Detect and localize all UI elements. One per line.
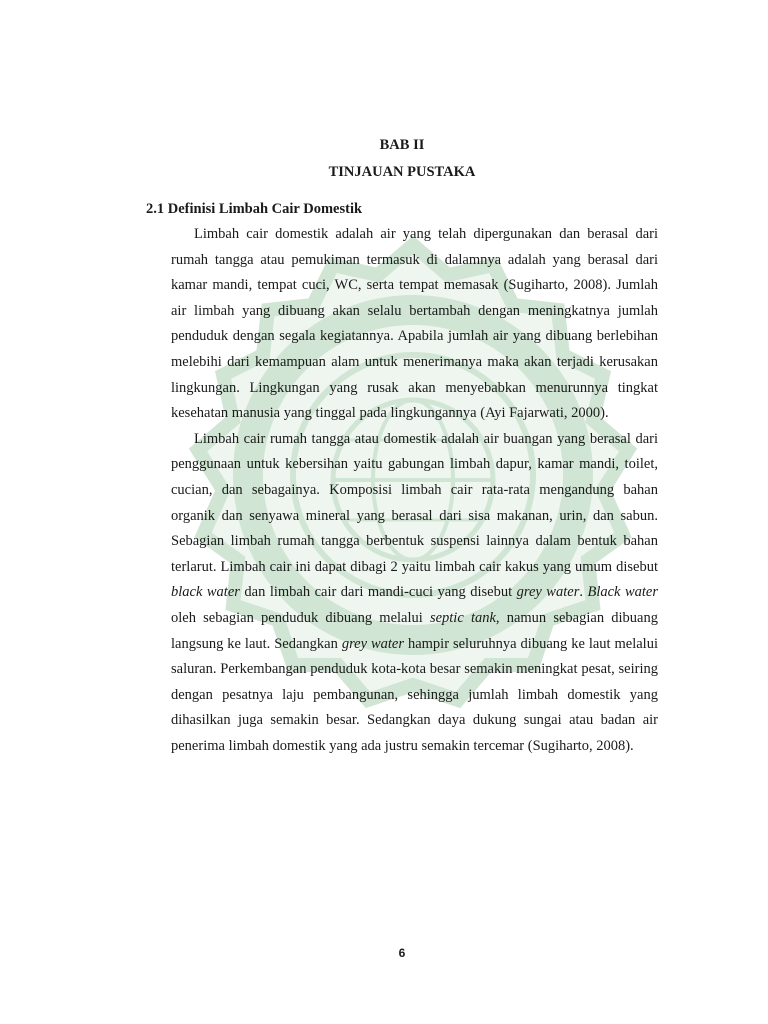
text-run: dan limbah cair dari mandi-cuci yang disebut — [239, 584, 517, 601]
text-run: oleh sebagian penduduk dibuang melalui — [171, 609, 430, 626]
italic-term: Black water — [587, 584, 658, 601]
italic-term: grey water — [341, 635, 405, 652]
text-run: Limbah cair rumah tangga atau domestik adalah air buangan yang berasal dari penggunaan untuk kebersihan yaitu gabungan limbah dapur, kamar mandi, toilet, cucian, dan sebagainya. Komposisi limbah cair rata-rata mengandung bahan organik dan senyawa mineral yang berasal dari sisa makanan, urin, dan sabun. Sebagian limbah rumah tangga berbentuk suspensi lainnya dalam bentuk bahan terlarut. Limbah cair ini dapat dibagi 2 yaitu limbah cair kakus yang umum disebut — [171, 430, 658, 575]
text-run: , namun sebagian dibuang langsung ke laut. Sedangkan — [171, 609, 658, 652]
chapter-title: TINJAUAN PUSTAKA — [328, 164, 476, 180]
section-title: 2.1 Definisi Limbah Cair Domestik — [146, 201, 363, 217]
text-run: . — [579, 584, 588, 601]
text-run: Limbah cair domestik adalah air yang telah dipergunakan dan berasal dari rumah tangga atau pemukiman termasuk di dalamnya adalah yang berasal dari kamar mandi, tempat cuci, WC, serta tempat memasak (Sugiharto, 2008). Jumlah air limbah yang dibuang akan selalu bertambah dengan meningkatnya jumlah penduduk dengan segala kegiatannya. Apabila jumlah air yang dibuang berlebihan melebihi dari kemampuan alam untuk menerimanya maka akan terjadi kerusakan lingkungan. Lingkungan yang rusak akan menyebabkan menurunnya tingkat kesehatan manusia yang tinggal pada lingkungannya (Ayi Fajarwati, 2000). — [171, 226, 658, 422]
paragraph — [171, 427, 658, 760]
italic-term: black water — [171, 584, 240, 601]
text-run: hampir seluruhnya dibuang ke laut melalui saluran. Perkembangan penduduk kota-kota besar semakin meningkat pesat, seiring dengan pesatnya laju pembangunan, sehingga jumlah limbah domestik yang dihasilkan juga semakin besar. Sedangkan daya dukung sungai atau badan air penerima limbah domestik yang ada justru semakin tercemar (Sugiharto, 2008). — [171, 635, 658, 754]
paragraph — [171, 222, 658, 427]
page-number: 6 — [398, 946, 406, 960]
chapter-number: BAB II — [379, 137, 425, 153]
italic-term: grey water — [516, 584, 580, 601]
body-text — [171, 222, 658, 759]
italic-term: septic tank — [429, 609, 496, 626]
